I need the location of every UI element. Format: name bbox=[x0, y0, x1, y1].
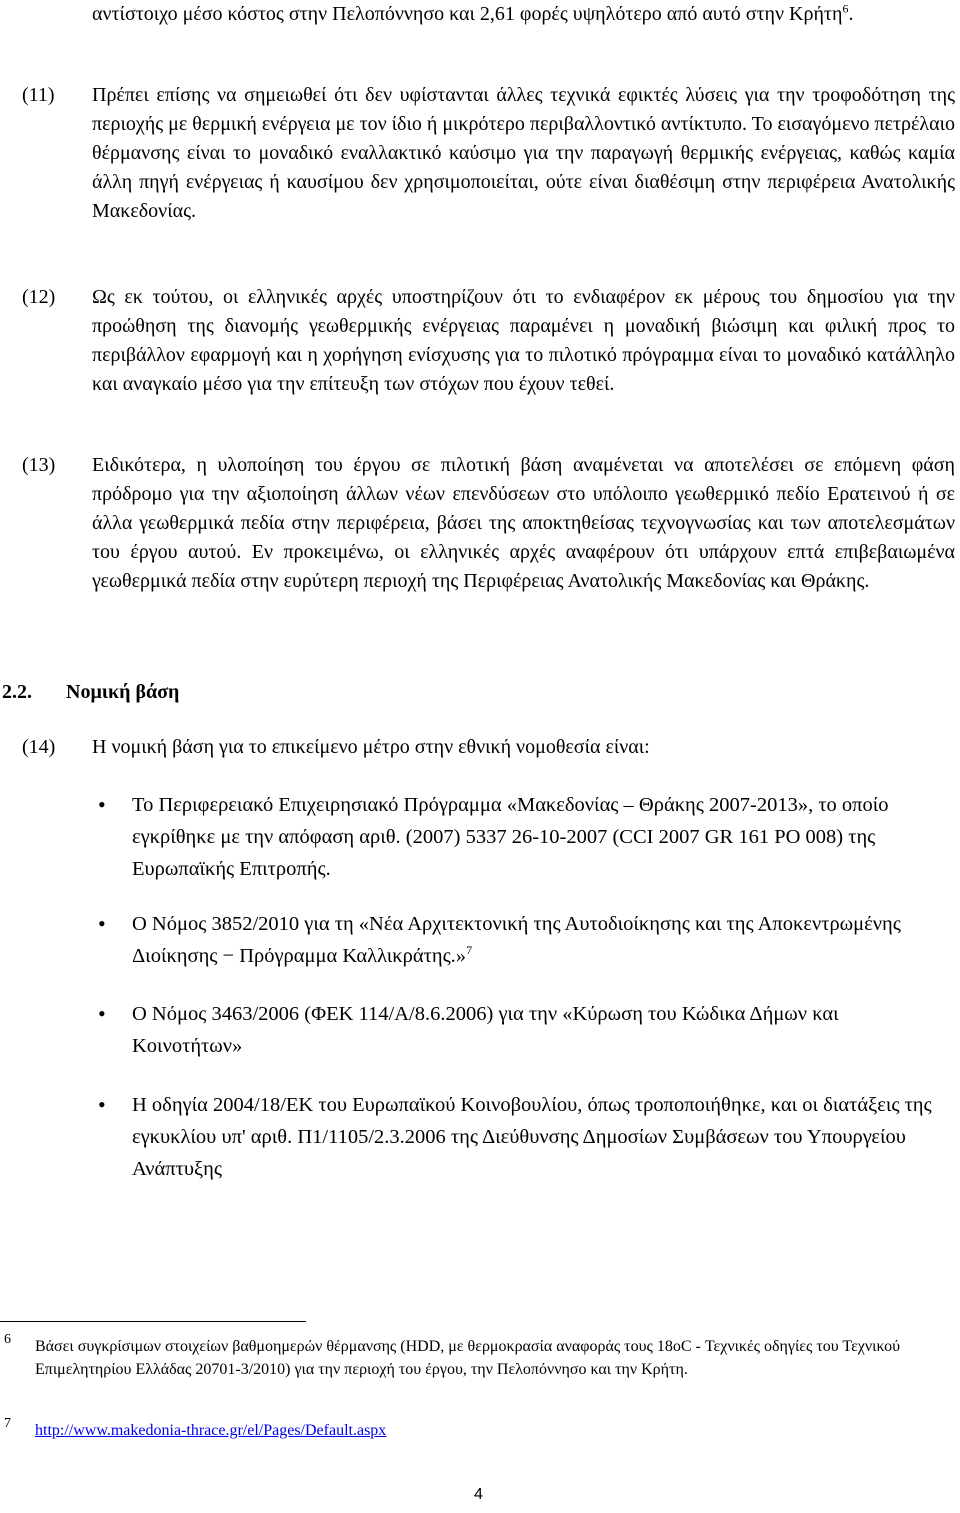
section-title: Νομική βάση bbox=[66, 681, 180, 703]
paragraph-14: Η νομική βάση για το επικείμενο μέτρο στην εθνική νομοθεσία είναι: bbox=[92, 736, 650, 758]
paragraph-11: Πρέπει επίσης να σημειωθεί ότι δεν υφίστανται άλλες τεχνικά εφικτές λύσεις για την τροφοδότηση της περιοχής με θερμική ενέργεια με τον ίδιο ή μικρότερο περιβαλλοντικό αντίκτυπο. Το εισαγόμενο πετρέλαιο θέρμανσης είναι το μοναδικό εναλλακτικό καύσιμο για την παραγωγή θερμικής ενέργειας, καθώς καμία άλλη πηγή ενέργειας ή καυσίμου δεν χρησιμοποιείται, ούτε είναι διαθέσιμη στην περιφέρεια Ανατολικής Μακεδονίας. bbox=[92, 84, 955, 222]
bullet-item-2-text: Ο Νόμος 3852/2010 για τη «Νέα Αρχιτεκτονική της Αυτοδιοίκησης και της Αποκεντρωμένης Διοίκησης − Πρόγραμμα Καλλικράτης.» bbox=[132, 913, 901, 967]
footnote-ref-7[interactable]: 7 bbox=[466, 943, 473, 958]
section-number: 2.2. bbox=[2, 681, 32, 703]
paragraph-13: Ειδικότερα, η υλοποίηση του έργου σε πιλοτική βάση αναμένεται να αποτελέσει σε επόμενη φάση πρόδρομο για την αξιοποίηση άλλων νέων επενδύσεων στο υπόλοιπο γεωθερμικό πεδίο Ερατεινού ή σε άλλα γεωθερμικά πεδία στην περιφέρεια, βάσει της αποκτηθείσας τεχνογνωσίας και των αποτελεσμάτων του έργου αυτού. Εν προκειμένω, οι ελληνικές αρχές αναφέρουν ότι υπάρχουν επτά επιβεβαιωμένα γεωθερμικά πεδία στην ευρύτερη περιοχή της Περιφέρειας Ανατολικής Μακεδονίας και Θράκης. bbox=[92, 454, 955, 592]
footnote-link[interactable]: http://www.makedonia-thrace.gr/el/Pages/Default.aspx bbox=[35, 1422, 387, 1439]
bullet-item-3: Ο Νόμος 3463/2006 (ΦΕΚ 114/Α/8.6.2006) για την «Κύρωση του Κώδικα Δήμων και Κοινοτήτων» bbox=[132, 1003, 839, 1057]
paragraph-number-11: (11) bbox=[22, 84, 55, 106]
paragraph-number-13: (13) bbox=[22, 454, 56, 476]
bullet-item-2 bbox=[132, 908, 954, 972]
footnote-separator bbox=[0, 1321, 306, 1322]
page-number: 4 bbox=[474, 1486, 483, 1503]
paragraph-number-12: (12) bbox=[22, 286, 56, 308]
footnote-7 bbox=[35, 1419, 915, 1442]
bullet-item-4: Η οδηγία 2004/18/ΕΚ του Ευρωπαϊκού Κοινοβουλίου, όπως τροποποιήθηκε, και οι διατάξεις της εγκυκλίου υπ' αριθ. Π1/1105/2.3.2006 της Διεύθυνσης Δημοσίων Συμβάσεων του Υπουργείου Ανάπτυξης bbox=[132, 1094, 932, 1180]
footnote-6: Βάσει συγκρίσιμων στοιχείων βαθμοημερών θέρμανσης (HDD, με θερμοκρασία αναφοράς τους 18oC - Τεχνικές οδηγίες του Τεχνικού Επιμελητηρίου Ελλάδας 20701-3/2010) για την περιοχή του έργου, την Πελοπόννησο και την Κρήτη. bbox=[35, 1338, 901, 1378]
bullet-icon: • bbox=[98, 792, 106, 817]
footnote-number-6: 6 bbox=[4, 1332, 11, 1347]
footnote-ref-6[interactable]: 6 bbox=[842, 1, 849, 16]
continued-paragraph bbox=[92, 0, 955, 29]
continued-text: αντίστοιχο μέσο κόστος στην Πελοπόννησο και 2,61 φορές υψηλότερο από αυτό στην Κρήτη bbox=[92, 3, 843, 25]
section-heading bbox=[2, 678, 179, 707]
bullet-icon: • bbox=[98, 1092, 106, 1117]
bullet-icon: • bbox=[98, 911, 106, 936]
paragraph-12: Ως εκ τούτου, οι ελληνικές αρχές υποστηρίζουν ότι το ενδιαφέρον εκ μέρους του δημοσίου για την προώθηση της διανομής γεωθερμικής ενέργειας παραμένει η μοναδική βιώσιμη και φιλική προς το περιβάλλον εφαρμογή και η χορήγηση ενίσχυσης για το πιλοτικό πρόγραμμα είναι το μοναδικό κατάλληλο και αναγκαίο μέσο για την επίτευξη των στόχων που έχουν τεθεί. bbox=[92, 286, 955, 395]
bullet-item-1: Το Περιφερειακό Επιχειρησιακό Πρόγραμμα «Μακεδονίας – Θράκης 2007-2013», το οποίο εγκρίθηκε με την απόφαση αριθ. (2007) 5337 26-10-2007 (CCI 2007 GR 161 PO 008) της Ευρωπαϊκής Επιτροπής. bbox=[132, 794, 889, 880]
bullet-icon: • bbox=[98, 1001, 106, 1026]
continued-tail: . bbox=[848, 3, 854, 25]
footnote-number-7: 7 bbox=[4, 1416, 11, 1431]
paragraph-number-14: (14) bbox=[22, 736, 56, 758]
